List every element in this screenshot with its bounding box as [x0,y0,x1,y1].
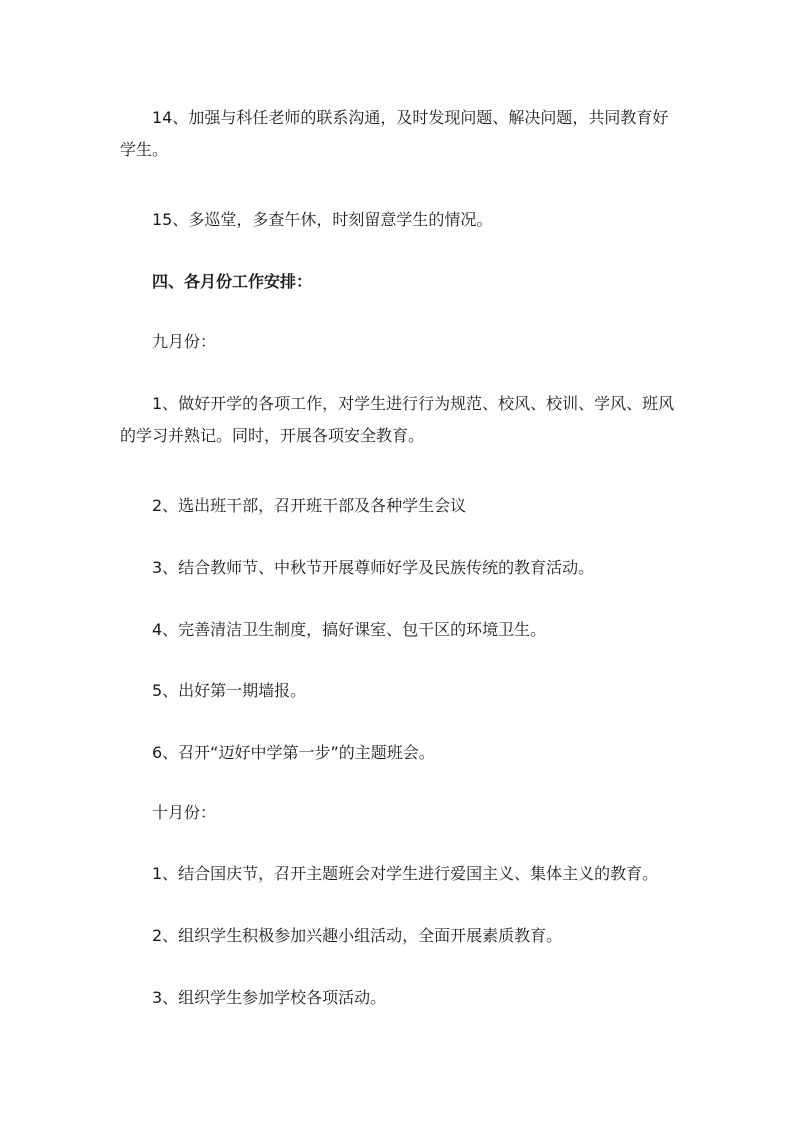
september-item-1: 1、做好开学的各项工作，对学生进行行为规范、校风、校训、学风、班风的学习并熟记。同时，开展各项安全教育。 [120,394,675,445]
section-heading-monthly-plan: 四、各月份工作安排： [152,272,313,291]
september-item-2: 2、选出班干部，召开班干部及各种学生会议 [152,496,467,515]
september-item-4: 4、完善清洁卫生制度，搞好课室、包干区的环境卫生。 [152,620,547,639]
october-item-1: 1、结合国庆节，召开主题班会对学生进行爱国主义、集体主义的教育。 [152,864,659,883]
month-heading-october: 十月份： [152,803,217,822]
paragraph-item-14: 14、加强与科任老师的联系沟通，及时发现问题、解决问题，共同教育好学生。 [120,108,669,159]
september-item-3: 3、结合教师节、中秋节开展尊师好学及民族传统的教育活动。 [152,558,595,577]
month-heading-september: 九月份： [152,332,217,351]
september-item-6: 6、召开“迈好中学第一步”的主题班会。 [152,743,435,762]
october-item-3: 3、组织学生参加学校各项活动。 [152,988,387,1007]
october-item-2: 2、组织学生积极参加兴趣小组活动，全面开展素质教育。 [152,926,563,945]
september-item-5: 5、出好第一期墙报。 [152,681,307,700]
paragraph-item-15: 15、多巡堂，多查午休，时刻留意学生的情况。 [152,210,493,229]
